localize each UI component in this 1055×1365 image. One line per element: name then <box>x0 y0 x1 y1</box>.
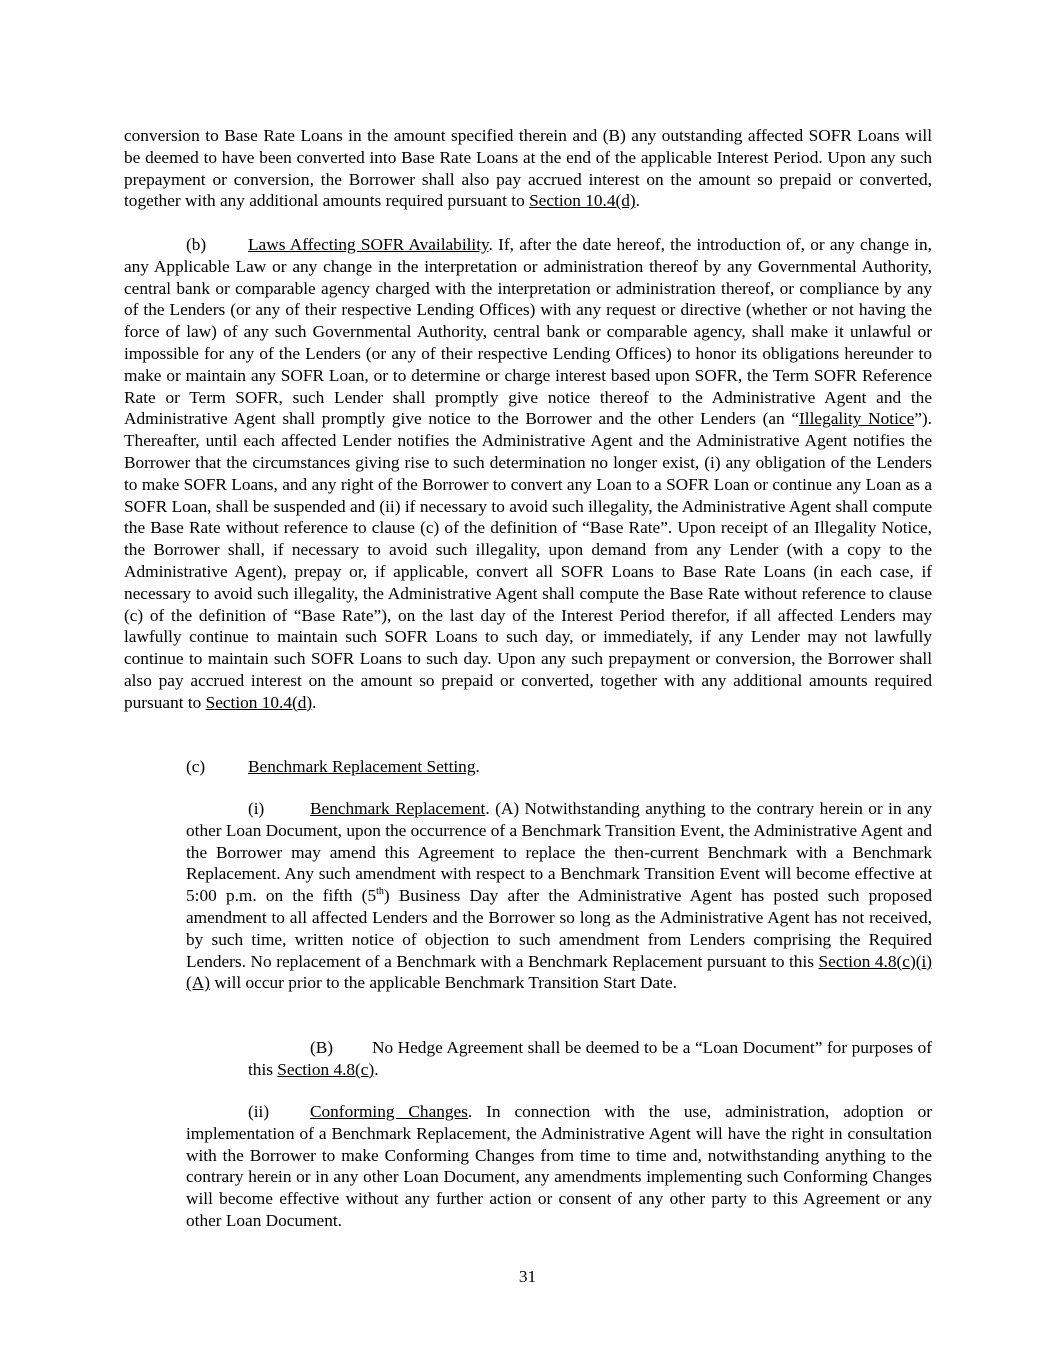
paragraph-c-ii <box>186 1101 932 1232</box>
paragraph-text: No Hedge Agreement shall be deemed to be a “Loan Document” for purposes of this <box>248 1038 932 1079</box>
section-reference: Section 10.4(d) <box>205 692 313 712</box>
paragraph-heading: Benchmark Replacement Setting <box>248 757 476 776</box>
paragraph-text: . <box>374 1059 379 1079</box>
paragraph-heading: Benchmark Replacement <box>310 799 486 818</box>
paragraph-c <box>124 756 994 778</box>
paragraph-label: (ii) <box>248 1102 270 1121</box>
paragraph-text: will occur prior to the applicable Benchmark Transition Start Date. <box>210 973 677 993</box>
paragraph-label: (B) <box>310 1038 334 1057</box>
paragraph-text: . If, after the date hereof, the introduction of, or any change in, any Applicable Law or any change in the interpretation or administration thereof by any Governmental Authority, central bank or comparable agency charged with the interpretation or administration thereof, or compliance by any of the Lenders (or any of their respective Lending Offices) with any request or directive (whether or not having the force of law) of any such Governmental Authority, central bank or comparable agency, shall make it unlawful or impossible for any of the Lenders (or any of their respective Lending Offices) to honor its obligations hereunder to make or maintain any SOFR Loan, or to determine or charge interest based upon SOFR, the Term SOFR Reference Rate or Term SOFR, such Lender shall promptly give notice thereof to the Administrative Agent and the Administrative Agent shall promptly give notice to the Borrower and the other Lenders (an “ <box>124 235 932 429</box>
section-reference: Section 4.8(c) <box>277 1059 375 1079</box>
paragraph-text: . <box>312 692 317 712</box>
paragraph-text: . (A) Notwithstanding anything to the contrary herein or in any other Loan Document, upon the occurrence of a Benchmark Transition Event, the Administrative Agent and the Borrower may amend this Agreement to replace the then-current Benchmark with a Benchmark Replacement. Any such amendment with respect to a Benchmark Transition Event will become effective at 5:00 p.m. on the fifth (5 <box>186 799 932 906</box>
paragraph-label: (i) <box>248 799 265 818</box>
paragraph-text: ”). Thereafter, until each affected Lender notifies the Administrative Agent and the Administrative Agent notifies the Borrower that the circumstances giving rise to such determination no longer exist, (i) any obligation of the Lenders to make SOFR Loans, and any right of the Borrower to convert any Loan to a SOFR Loan or continue any Loan as a SOFR Loan, shall be suspended and (ii) if necessary to avoid such illegality, the Administrative Agent shall compute the Base Rate without reference to clause (c) of the definition of “Base Rate”. Upon receipt of an Illegality Notice, the Borrower shall, if necessary to avoid such illegality, upon demand from any Lender (with a copy to the Administrative Agent), prepay or, if applicable, convert all SOFR Loans to Base Rate Loans (in each case, if necessary to avoid such illegality, the Administrative Agent shall compute the Base Rate without reference to clause (c) of the definition of “Base Rate”), on the last day of the Interest Period therefor, if all affected Lenders may lawfully continue to maintain such SOFR Loans to such day, or immediately, if any Lender may not lawfully continue to maintain such SOFR Loans to such day. Upon any such prepayment or conversion, the Borrower shall also pay accrued interest on the amount so prepaid or converted, together with any additional amounts required pursuant to <box>124 409 932 712</box>
paragraph-heading: Conforming Changes <box>310 1102 468 1121</box>
paragraph-text: . <box>635 191 640 211</box>
paragraph-text: conversion to Base Rate Loans in the amount specified therein and (B) any outstanding affected SOFR Loans will be deemed to have been converted into Base Rate Loans at the end of the applicable Interest Period. Upon any such prepayment or conversion, the Borrower shall also pay accrued interest on the amount so prepaid or converted, together with any additional amounts required pursuant to <box>124 126 932 211</box>
page-number: 31 <box>518 1267 537 1286</box>
section-reference: Section 4.8(c)(i)(A) <box>186 951 933 993</box>
section-reference: Section 10.4(d) <box>529 191 636 211</box>
ordinal-superscript: th <box>376 886 384 898</box>
defined-term: Illegality Notice <box>799 409 915 429</box>
paragraph-a-continuation <box>124 125 932 212</box>
paragraph-label: (b) <box>186 235 207 254</box>
paragraph-c-i <box>186 798 932 994</box>
paragraph-text: . <box>475 757 480 776</box>
paragraph-c-i-b <box>248 1037 932 1081</box>
paragraph-text: . In connection with the use, administration, adoption or implementation of a Benchmark Replacement, the Administrative Agent will have the right in consultation with the Borrower to make Conforming Changes from time to time and, notwithstanding anything to the contrary herein or in any other Loan Document, any amendments implementing such Conforming Changes will become effective without any further action or consent of any other party to this Agreement or any other Loan Document. <box>186 1102 932 1230</box>
paragraph-heading: Laws Affecting SOFR Availability <box>248 235 489 254</box>
paragraph-label: (c) <box>186 757 206 776</box>
paragraph-text: ) Business Day after the Administrative Agent has posted such proposed amendment to all affected Lenders and the Borrower so long as the Administrative Agent has not received, by such time, written notice of objection to such amendment from Lenders comprising the Required Lenders. No replacement of a Benchmark with a Benchmark Replacement pursuant to this <box>186 886 933 971</box>
paragraph-b <box>124 234 932 714</box>
